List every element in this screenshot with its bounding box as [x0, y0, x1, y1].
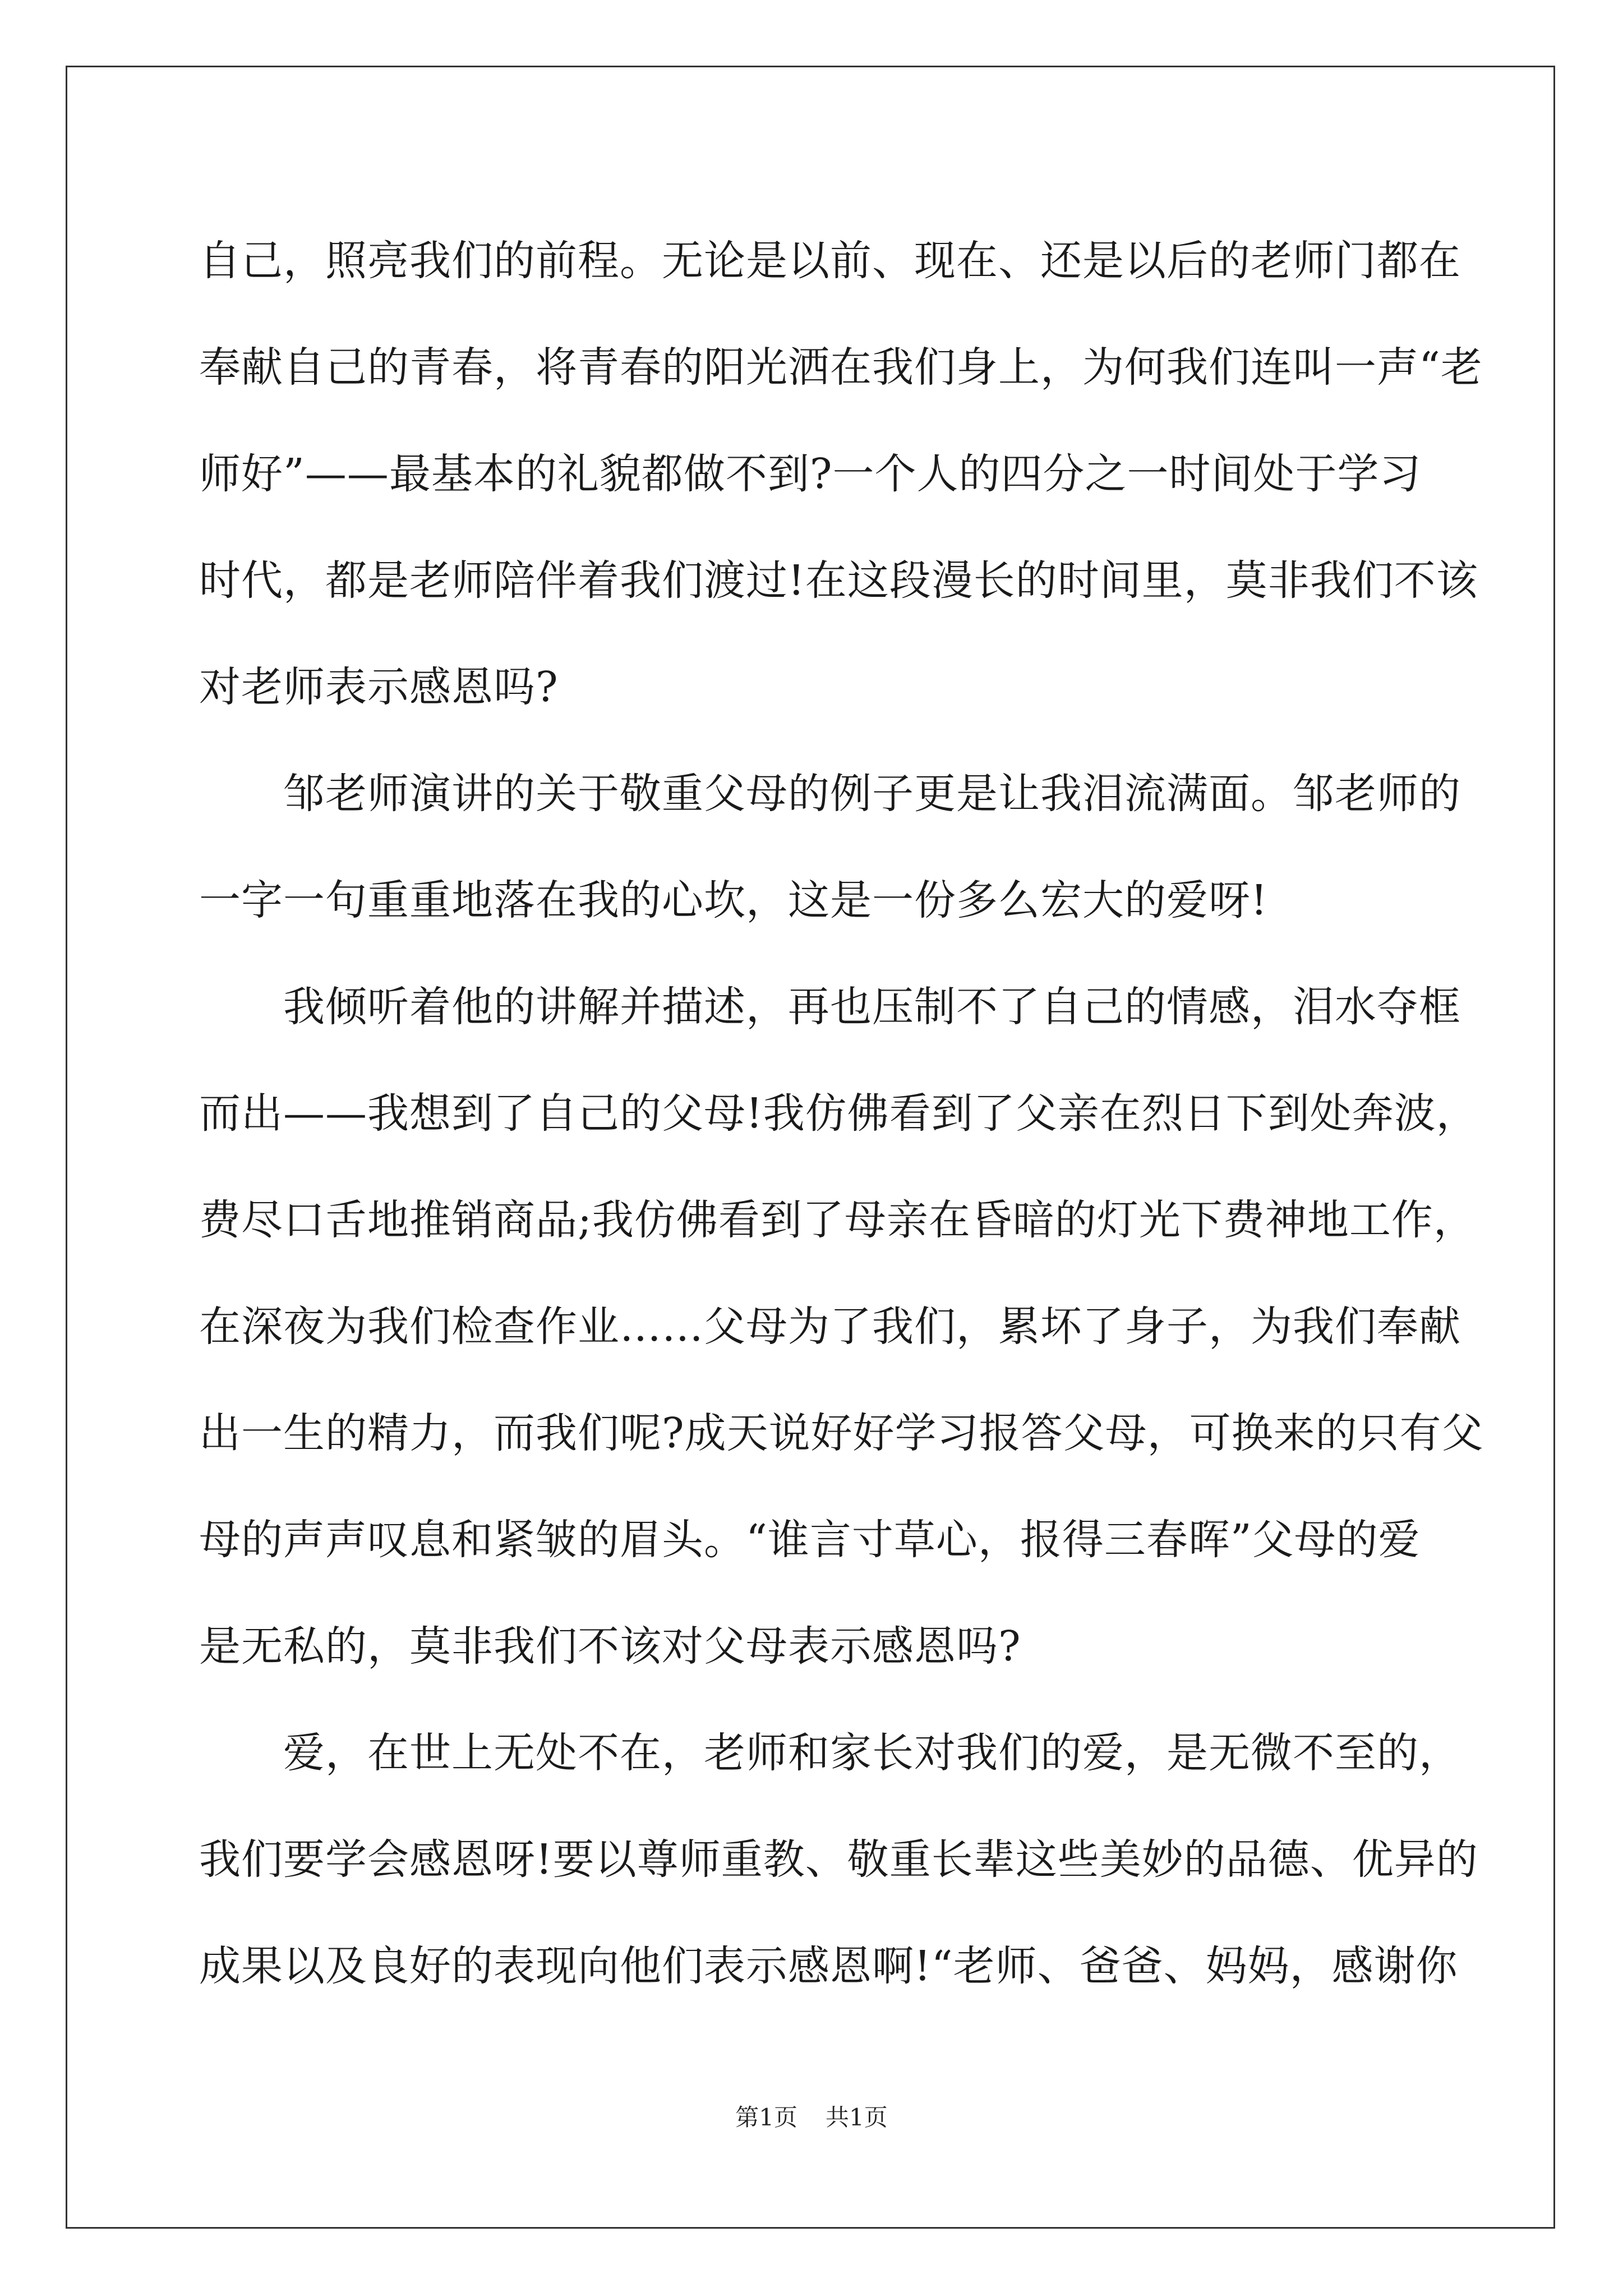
- text-line: 母的声声叹息和紧皱的眉头。“谁言寸草心，报得三春晖”父母的爱: [199, 1516, 1421, 1564]
- paragraph-first-line: 爱，在世上无处不在，老师和家长对我们的爱，是无微不至的，: [283, 1729, 1461, 1777]
- page-total: 共1页: [826, 2104, 888, 2131]
- document-body: [199, 208, 1484, 2019]
- text-line: 费尽口舌地推销商品;我仿佛看到了母亲在昏暗的灯光下费神地工作，: [199, 1196, 1476, 1244]
- text-line: 是无私的，莫非我们不该对父母表示感恩吗?: [199, 1622, 1021, 1671]
- text-line: 出一生的精力，而我们呢?成天说好好学习报答父母，可换来的只有父: [199, 1409, 1484, 1457]
- page-footer: [0, 2101, 1623, 2134]
- text-line: 时代，都是老师陪伴着我们渡过!在这段漫长的时间里，莫非我们不该: [199, 556, 1478, 605]
- paragraph-first-line: 邹老师演讲的关于敬重父母的例子更是让我泪流满面。邹老师的: [283, 770, 1461, 818]
- text-line: 在深夜为我们检查作业……父母为了我们，累坏了身子，为我们奉献: [199, 1303, 1461, 1351]
- page-number: 第1页: [735, 2104, 797, 2131]
- text-line: 自己，照亮我们的前程。无论是以前、现在、还是以后的老师门都在: [199, 237, 1461, 285]
- text-line: 而出——我想到了自己的父母!我仿佛看到了父亲在烈日下到处奔波，: [199, 1089, 1478, 1138]
- text-line: 奉献自己的青春，将青春的阳光洒在我们身上，为何我们连叫一声“老: [199, 343, 1483, 392]
- text-line: 师好”——最基本的礼貌都做不到?一个人的四分之一时间处于学习: [199, 450, 1422, 498]
- text-line: 我们要学会感恩呀!要以尊师重教、敬重长辈这些美妙的品德、优异的: [199, 1835, 1478, 1884]
- text-line: 一字一句重重地落在我的心坎，这是一份多么宏大的爱呀!: [199, 876, 1268, 924]
- paragraph-first-line: 我倾听着他的讲解并描述，再也压制不了自己的情感，泪水夺框: [283, 983, 1461, 1031]
- text-line: 成果以及良好的表现向他们表示感恩啊!“老师、爸爸、妈妈，感谢你: [199, 1942, 1458, 1990]
- text-line: 对老师表示感恩吗?: [199, 663, 559, 711]
